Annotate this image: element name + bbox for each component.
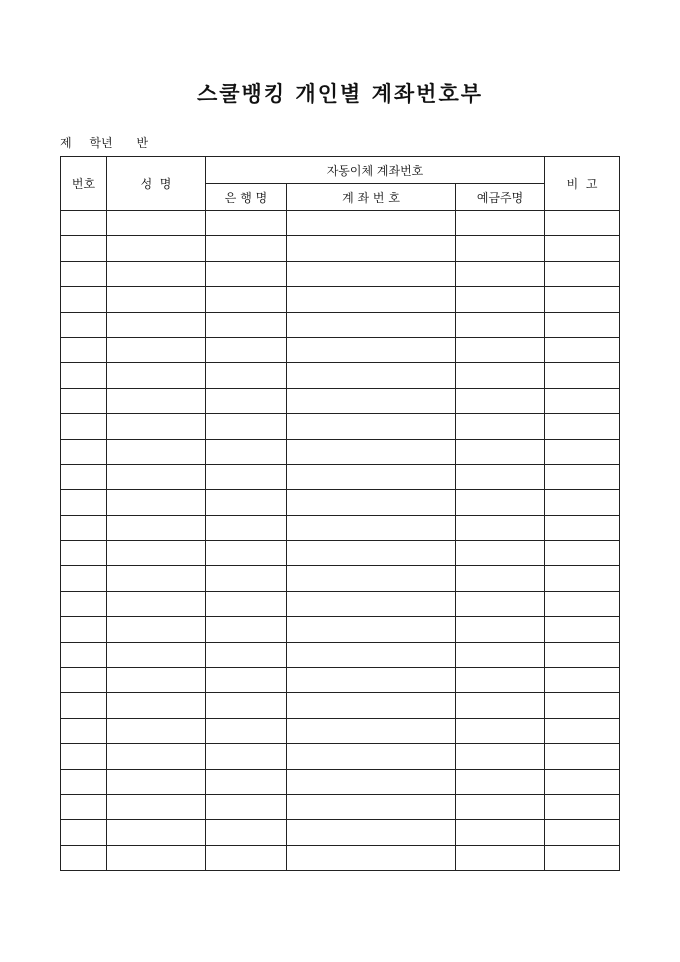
table-row [61, 718, 620, 743]
bank-name-cell [206, 414, 287, 439]
depositor-cell [456, 337, 545, 362]
remarks-cell [545, 591, 620, 616]
remarks-cell [545, 261, 620, 286]
bank-name-cell [206, 566, 287, 591]
name-cell [107, 591, 206, 616]
depositor-cell [456, 617, 545, 642]
name-cell [107, 363, 206, 388]
account-number-cell [287, 845, 456, 870]
number-cell [61, 566, 107, 591]
table-row [61, 591, 620, 616]
bank-name-cell [206, 490, 287, 515]
table-row [61, 388, 620, 413]
account-number-cell [287, 287, 456, 312]
header-auto-transfer: 자동이체 계좌번호 [206, 157, 545, 184]
remarks-cell [545, 464, 620, 489]
remarks-cell [545, 337, 620, 362]
table-row [61, 769, 620, 794]
bank-name-cell [206, 464, 287, 489]
name-cell [107, 820, 206, 845]
number-cell [61, 490, 107, 515]
name-cell [107, 236, 206, 261]
bank-name-cell [206, 718, 287, 743]
number-cell [61, 668, 107, 693]
account-number-cell [287, 794, 456, 819]
remarks-cell [545, 388, 620, 413]
table-row [61, 693, 620, 718]
account-number-cell [287, 515, 456, 540]
depositor-cell [456, 744, 545, 769]
depositor-cell [456, 794, 545, 819]
bank-name-cell [206, 668, 287, 693]
header-account-number: 계 좌 번 호 [287, 184, 456, 211]
name-cell [107, 744, 206, 769]
depositor-cell [456, 236, 545, 261]
remarks-cell [545, 541, 620, 566]
bank-name-cell [206, 591, 287, 616]
name-cell [107, 337, 206, 362]
name-cell [107, 668, 206, 693]
bank-name-cell [206, 617, 287, 642]
table-row [61, 236, 620, 261]
account-number-cell [287, 439, 456, 464]
account-number-cell [287, 744, 456, 769]
number-cell [61, 464, 107, 489]
table-row [61, 337, 620, 362]
remarks-cell [545, 439, 620, 464]
header-remarks: 비 고 [545, 157, 620, 211]
bank-name-cell [206, 769, 287, 794]
bank-name-cell [206, 693, 287, 718]
remarks-cell [545, 617, 620, 642]
number-cell [61, 642, 107, 667]
grade-prefix: 제 [60, 136, 72, 150]
table-row [61, 261, 620, 286]
page-title: 스쿨뱅킹 개인별 계좌번호부 [196, 81, 484, 106]
remarks-cell [545, 794, 620, 819]
table-row [61, 566, 620, 591]
remarks-cell [545, 287, 620, 312]
bank-name-cell [206, 388, 287, 413]
depositor-cell [456, 363, 545, 388]
remarks-cell [545, 414, 620, 439]
number-cell [61, 591, 107, 616]
account-number-cell [287, 363, 456, 388]
account-number-cell [287, 490, 456, 515]
depositor-cell [456, 261, 545, 286]
number-cell [61, 439, 107, 464]
remarks-cell [545, 363, 620, 388]
remarks-cell [545, 718, 620, 743]
depositor-cell [456, 642, 545, 667]
depositor-cell [456, 287, 545, 312]
name-cell [107, 541, 206, 566]
remarks-cell [545, 312, 620, 337]
depositor-cell [456, 845, 545, 870]
name-cell [107, 287, 206, 312]
number-cell [61, 541, 107, 566]
bank-name-cell [206, 845, 287, 870]
depositor-cell [456, 515, 545, 540]
number-cell [61, 693, 107, 718]
bank-name-cell [206, 337, 287, 362]
number-cell [61, 287, 107, 312]
name-cell [107, 845, 206, 870]
account-number-cell [287, 693, 456, 718]
remarks-cell [545, 642, 620, 667]
remarks-cell [545, 744, 620, 769]
table-row [61, 541, 620, 566]
remarks-cell [545, 693, 620, 718]
number-cell [61, 337, 107, 362]
account-number-cell [287, 668, 456, 693]
name-cell [107, 261, 206, 286]
account-number-cell [287, 211, 456, 236]
account-number-cell [287, 388, 456, 413]
name-cell [107, 617, 206, 642]
name-cell [107, 769, 206, 794]
depositor-cell [456, 668, 545, 693]
bank-name-cell [206, 794, 287, 819]
number-cell [61, 845, 107, 870]
bank-name-cell [206, 744, 287, 769]
account-number-cell [287, 464, 456, 489]
account-number-cell [287, 337, 456, 362]
name-cell [107, 718, 206, 743]
bank-name-cell [206, 312, 287, 337]
table-row [61, 464, 620, 489]
name-cell [107, 566, 206, 591]
depositor-cell [456, 718, 545, 743]
depositor-cell [456, 769, 545, 794]
number-cell [61, 236, 107, 261]
depositor-cell [456, 388, 545, 413]
remarks-cell [545, 820, 620, 845]
header-depositor: 예금주명 [456, 184, 545, 211]
bank-name-cell [206, 439, 287, 464]
number-cell [61, 414, 107, 439]
account-number-cell [287, 617, 456, 642]
name-cell [107, 515, 206, 540]
table-row [61, 414, 620, 439]
number-cell [61, 617, 107, 642]
table-body [61, 211, 620, 871]
remarks-cell [545, 845, 620, 870]
number-cell [61, 769, 107, 794]
header-name: 성 명 [107, 157, 206, 211]
depositor-cell [456, 566, 545, 591]
class-label: 반 [136, 136, 149, 150]
account-number-cell [287, 718, 456, 743]
number-cell [61, 261, 107, 286]
number-cell [61, 363, 107, 388]
name-cell [107, 312, 206, 337]
bank-name-cell [206, 211, 287, 236]
table-row [61, 794, 620, 819]
name-cell [107, 388, 206, 413]
account-number-cell [287, 769, 456, 794]
depositor-cell [456, 439, 545, 464]
remarks-cell [545, 211, 620, 236]
table-row [61, 211, 620, 236]
remarks-cell [545, 566, 620, 591]
remarks-cell [545, 490, 620, 515]
bank-name-cell [206, 261, 287, 286]
depositor-cell [456, 312, 545, 337]
table-row [61, 515, 620, 540]
remarks-cell [545, 769, 620, 794]
table-row [61, 490, 620, 515]
bank-name-cell [206, 642, 287, 667]
account-number-cell [287, 566, 456, 591]
account-number-cell [287, 414, 456, 439]
bank-name-cell [206, 820, 287, 845]
table-row [61, 439, 620, 464]
account-table [60, 156, 620, 871]
account-number-cell [287, 541, 456, 566]
number-cell [61, 820, 107, 845]
remarks-cell [545, 236, 620, 261]
depositor-cell [456, 693, 545, 718]
account-number-cell [287, 642, 456, 667]
table-row [61, 668, 620, 693]
number-cell [61, 744, 107, 769]
number-cell [61, 211, 107, 236]
table-row [61, 363, 620, 388]
name-cell [107, 642, 206, 667]
bank-name-cell [206, 541, 287, 566]
table-row [61, 744, 620, 769]
number-cell [61, 312, 107, 337]
table-row [61, 617, 620, 642]
bank-name-cell [206, 515, 287, 540]
name-cell [107, 490, 206, 515]
name-cell [107, 211, 206, 236]
number-cell [61, 718, 107, 743]
remarks-cell [545, 515, 620, 540]
name-cell [107, 439, 206, 464]
header-number: 번호 [61, 157, 107, 211]
account-number-cell [287, 236, 456, 261]
account-number-cell [287, 820, 456, 845]
bank-name-cell [206, 236, 287, 261]
name-cell [107, 794, 206, 819]
account-number-cell [287, 312, 456, 337]
number-cell [61, 388, 107, 413]
depositor-cell [456, 490, 545, 515]
grade-label: 학년 [89, 136, 113, 150]
depositor-cell [456, 464, 545, 489]
depositor-cell [456, 414, 545, 439]
header-bank-name: 은 행 명 [206, 184, 287, 211]
depositor-cell [456, 541, 545, 566]
remarks-cell [545, 668, 620, 693]
name-cell [107, 693, 206, 718]
bank-name-cell [206, 287, 287, 312]
depositor-cell [456, 820, 545, 845]
account-number-cell [287, 261, 456, 286]
table-row [61, 312, 620, 337]
grade-class-line [60, 134, 148, 151]
name-cell [107, 464, 206, 489]
account-number-cell [287, 591, 456, 616]
name-cell [107, 414, 206, 439]
table-row [61, 845, 620, 870]
depositor-cell [456, 591, 545, 616]
table-row [61, 820, 620, 845]
depositor-cell [456, 211, 545, 236]
table-row [61, 287, 620, 312]
bank-name-cell [206, 363, 287, 388]
number-cell [61, 794, 107, 819]
table-row [61, 642, 620, 667]
number-cell [61, 515, 107, 540]
